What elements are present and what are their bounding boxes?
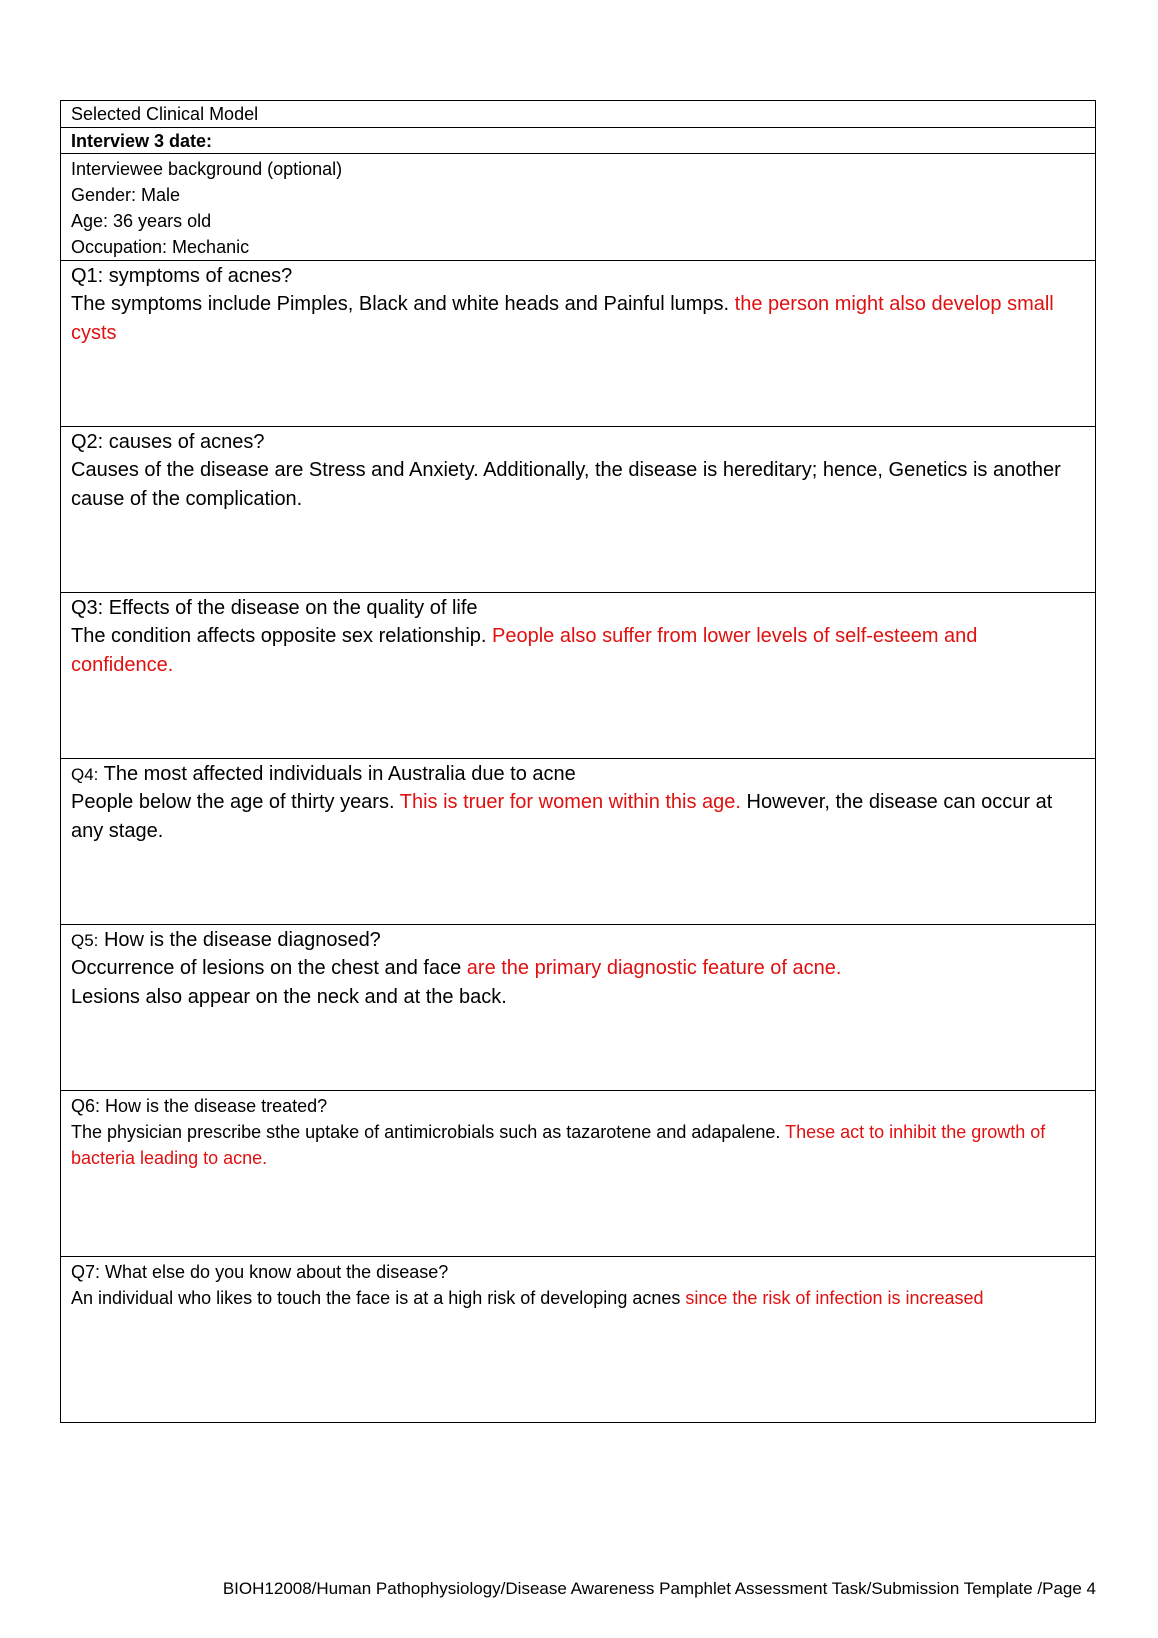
question-2-answer-text: Causes of the disease are Stress and Anxiety. Additionally, the disease is hereditary; hence, Genetics is another cause of the complication. — [71, 459, 1061, 510]
question-7-answer-highlight: since the risk of infection is increased — [685, 1288, 984, 1308]
question-3-answer-text: The condition affects opposite sex relationship. — [71, 625, 492, 647]
page-footer: BIOH12008/Human Pathophysiology/Disease Awareness Pamphlet Assessment Task/Submission Template /Page 4 — [222, 1579, 1096, 1598]
question-4-row — [61, 758, 1095, 924]
question-5-answer-highlight: are the primary diagnostic feature of acne. — [466, 957, 842, 979]
question-6-answer-highlight: These act to inhibit the growth of bacteria leading to acne. — [71, 1122, 1046, 1168]
question-4-title — [71, 761, 1085, 788]
question-2-title: Q2: causes of acnes? — [71, 431, 265, 453]
question-3-title: Q3: Effects of the disease on the quality of life — [71, 597, 478, 619]
question-6-row — [61, 1090, 1095, 1256]
question-4-title-text: The most affected individuals in Australia due to acne — [98, 763, 576, 785]
question-2-row — [61, 426, 1095, 592]
question-5-answer-text: Occurrence of lesions on the chest and face — [71, 957, 467, 979]
question-7-row — [61, 1256, 1095, 1422]
interviewee-background-row — [61, 153, 1095, 260]
question-4-answer-text: People below the age of thirty years. — [71, 791, 400, 813]
question-4-answer — [71, 788, 1085, 846]
question-1-answer-text: The symptoms include Pimples, Black and white heads and Painful lumps. — [71, 293, 735, 315]
question-5-answer — [71, 954, 1085, 983]
question-5-number: Q5: — [71, 931, 99, 950]
question-1-row — [61, 260, 1095, 426]
background-gender: Gender: Male — [71, 185, 181, 205]
question-1-answer-highlight: the person might also develop small cysts — [71, 293, 1054, 344]
question-7-title: Q7: What else do you know about the disease? — [71, 1262, 449, 1282]
question-4-answer-text-2: However, the disease can occur at any stage. — [71, 791, 1053, 842]
question-7-answer — [71, 1285, 1085, 1311]
question-3-answer — [71, 622, 1085, 680]
question-3-row — [61, 592, 1095, 758]
question-6-answer-text: The physician prescribe sthe uptake of antimicrobials such as tazarotene and adapalene. — [71, 1122, 786, 1142]
question-3-answer-highlight: People also suffer from lower levels of self-esteem and confidence. — [71, 625, 978, 676]
question-5-row — [61, 924, 1095, 1090]
background-occupation: Occupation: Mechanic — [71, 237, 250, 257]
question-7-answer-text: An individual who likes to touch the face is at a high risk of developing acnes — [71, 1288, 686, 1308]
question-5-title-text: How is the disease diagnosed? — [98, 929, 381, 951]
selected-clinical-model-row — [61, 101, 1095, 127]
question-6-answer — [71, 1119, 1085, 1171]
interview-date-row — [61, 127, 1095, 153]
question-2-answer — [71, 456, 1085, 514]
question-4-answer-highlight: This is truer for women within this age. — [399, 791, 741, 813]
background-title: Interviewee background (optional) — [71, 159, 343, 179]
question-5-answer-line-2: Lesions also appear on the neck and at the back. — [71, 986, 507, 1008]
question-1-title: Q1: symptoms of acnes? — [71, 265, 293, 287]
interview-form-table — [60, 100, 1096, 1423]
interview-date-label: Interview 3 date: — [71, 131, 213, 151]
question-1-answer — [71, 290, 1085, 348]
question-5-title — [71, 927, 1085, 954]
background-age: Age: 36 years old — [71, 211, 212, 231]
question-6-title: Q6: How is the disease treated? — [71, 1096, 328, 1116]
question-4-number: Q4: — [71, 765, 99, 784]
selected-clinical-model-label: Selected Clinical Model — [71, 104, 259, 124]
